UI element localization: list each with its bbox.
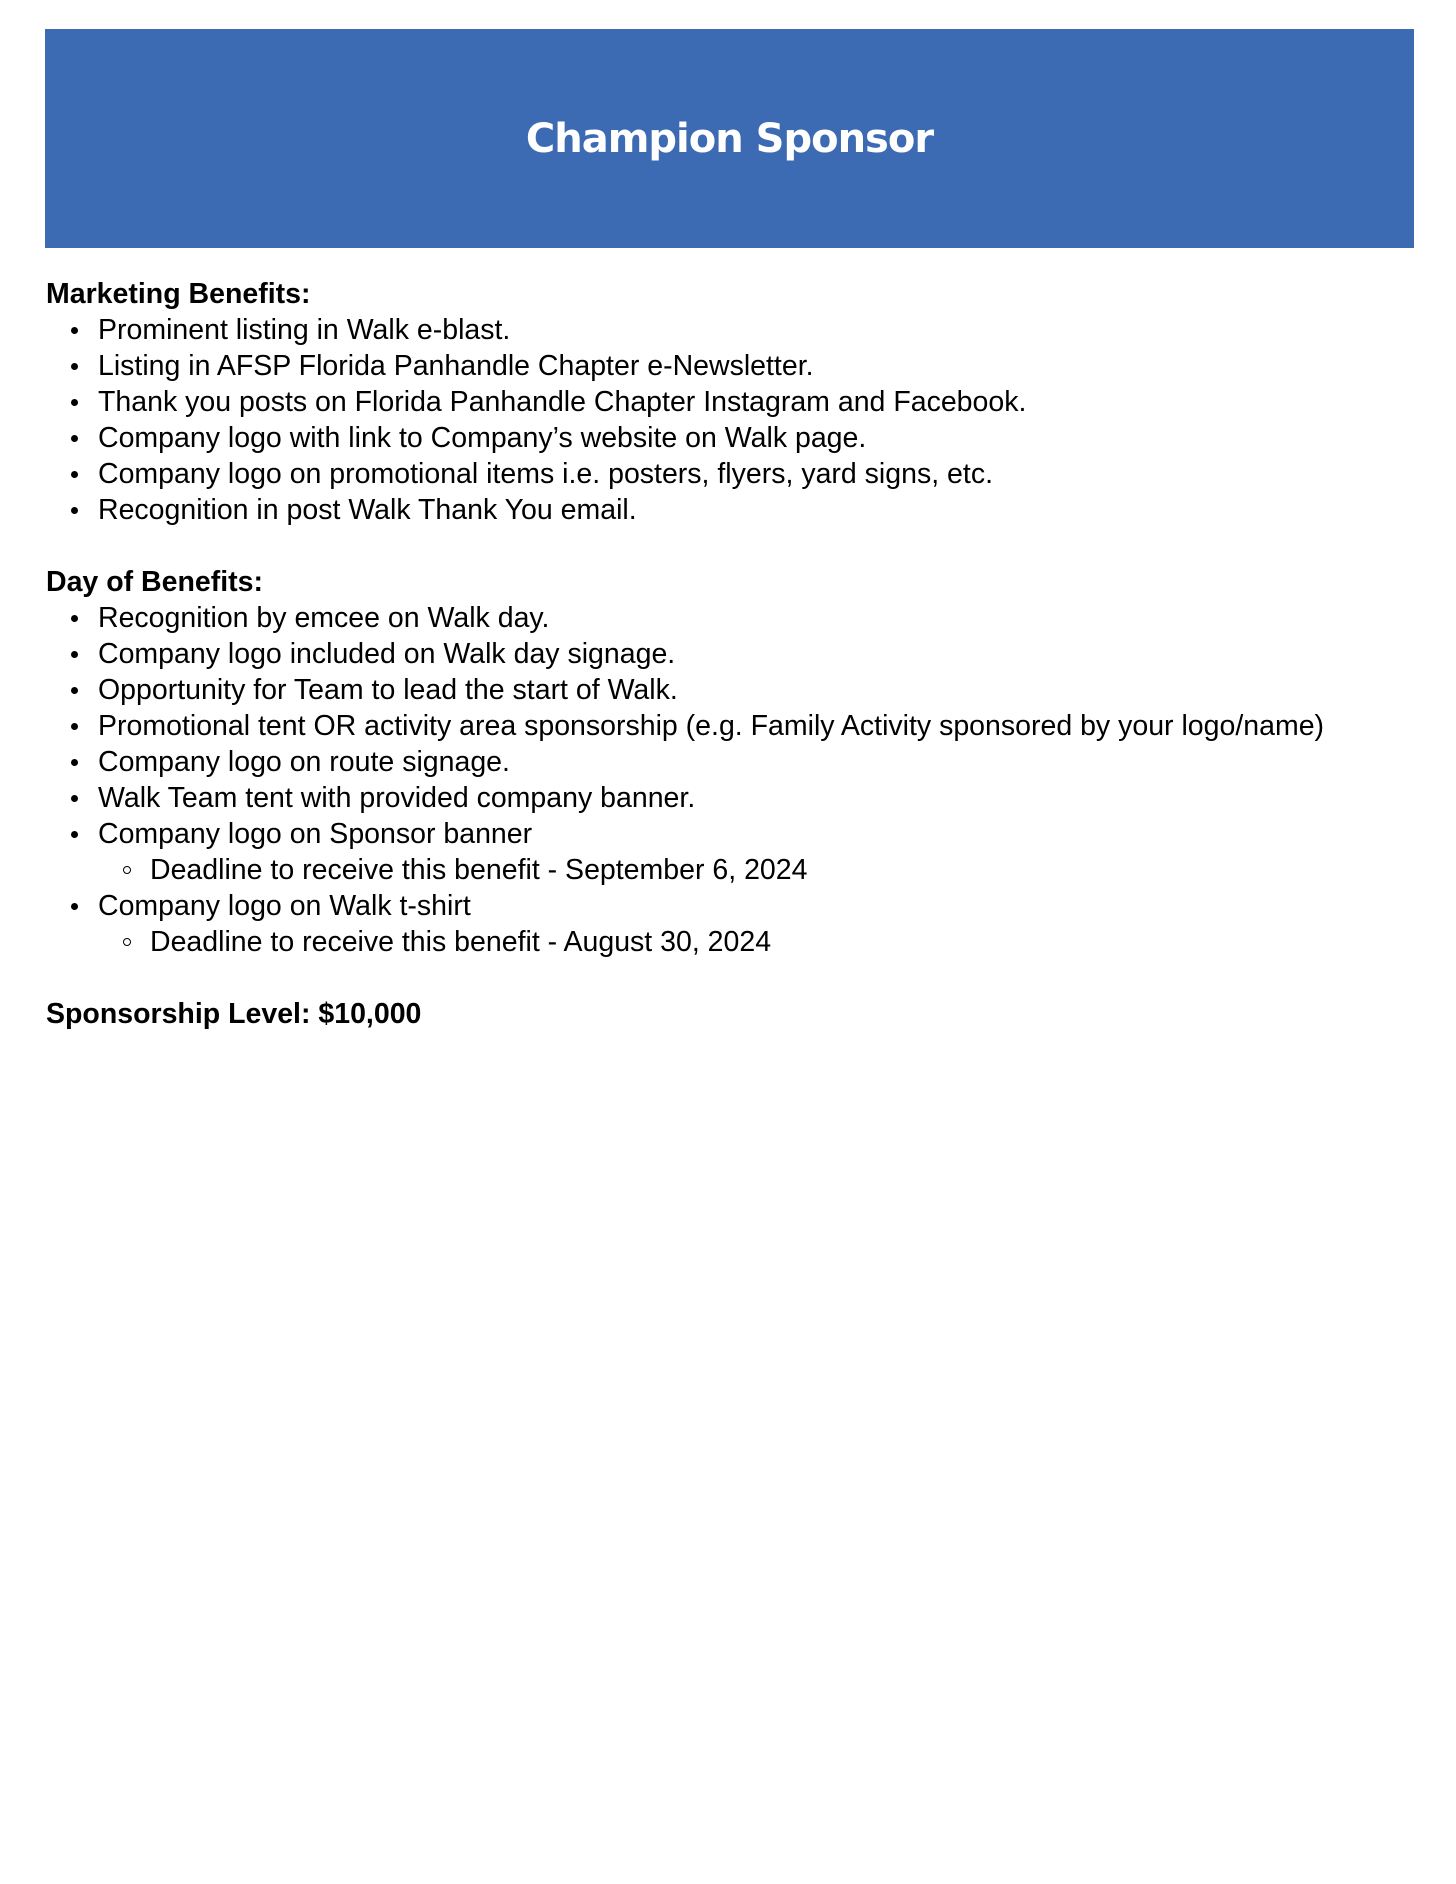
- list-item-text: Recognition in post Walk Thank You email.: [98, 494, 637, 526]
- bullet-icon: [71, 363, 78, 370]
- list-item-text: Promotional tent OR activity area sponsorship (e.g. Family Activity sponsored by your logo/name): [98, 710, 1325, 742]
- hollow-bullet-icon: [123, 938, 131, 946]
- list-item-text: Recognition by emcee on Walk day.: [98, 602, 550, 634]
- list-item: [46, 348, 1406, 384]
- bullet-icon: [71, 759, 78, 766]
- sub-list-item-text: Deadline to receive this benefit - August 30, 2024: [150, 926, 772, 958]
- list-item: [46, 384, 1406, 420]
- list-item: [46, 636, 1406, 672]
- list-item: [46, 492, 1406, 528]
- bullet-icon: [71, 435, 78, 442]
- list-item-text: Company logo on Sponsor banner: [98, 818, 533, 850]
- list-item: [46, 672, 1406, 708]
- list-item-text: Walk Team tent with provided company banner.: [98, 782, 696, 814]
- sub-list-item: [98, 852, 1406, 888]
- list-item: [46, 708, 1406, 744]
- page-title: Champion Sponsor: [525, 115, 934, 162]
- title-banner: [45, 29, 1414, 248]
- bullet-icon: [71, 831, 78, 838]
- sub-list: [98, 852, 1406, 888]
- benefits-content: [46, 276, 1406, 1032]
- hollow-bullet-icon: [123, 866, 131, 874]
- bullet-icon: [71, 903, 78, 910]
- bullet-icon: [71, 399, 78, 406]
- section-spacer: [46, 528, 1406, 564]
- list-item: [46, 816, 1406, 888]
- list-item-text: Company logo with link to Company’s website on Walk page.: [98, 422, 867, 454]
- list-item-text: Company logo on route signage.: [98, 746, 510, 778]
- list-item-text: Thank you posts on Florida Panhandle Chapter Instagram and Facebook.: [98, 386, 1027, 418]
- bullet-icon: [71, 327, 78, 334]
- marketing-benefits-list: [46, 312, 1406, 528]
- list-item: [46, 600, 1406, 636]
- list-item-text: Company logo included on Walk day signage.: [98, 638, 676, 670]
- day-of-benefits-heading: Day of Benefits:: [46, 566, 263, 598]
- bullet-icon: [71, 615, 78, 622]
- sponsorship-level: Sponsorship Level: $10,000: [46, 998, 422, 1030]
- bullet-icon: [71, 471, 78, 478]
- day-of-benefits-list: [46, 600, 1406, 960]
- marketing-benefits-heading: Marketing Benefits:: [46, 278, 311, 310]
- sub-list-item-text: Deadline to receive this benefit - September 6, 2024: [150, 854, 808, 886]
- list-item: [46, 744, 1406, 780]
- list-item-text: Prominent listing in Walk e-blast.: [98, 314, 511, 346]
- bullet-icon: [71, 723, 78, 730]
- list-item: [46, 312, 1406, 348]
- list-item: [46, 420, 1406, 456]
- list-item: [46, 780, 1406, 816]
- bullet-icon: [71, 795, 78, 802]
- sub-list-item: [98, 924, 1406, 960]
- list-item-text: Opportunity for Team to lead the start of Walk.: [98, 674, 678, 706]
- list-item-text: Listing in AFSP Florida Panhandle Chapter e-Newsletter.: [98, 350, 814, 382]
- section-spacer: [46, 960, 1406, 996]
- bullet-icon: [71, 507, 78, 514]
- sub-list: [98, 924, 1406, 960]
- bullet-icon: [71, 687, 78, 694]
- bullet-icon: [71, 651, 78, 658]
- list-item: [46, 888, 1406, 960]
- list-item-text: Company logo on Walk t-shirt: [98, 890, 471, 922]
- list-item: [46, 456, 1406, 492]
- list-item-text: Company logo on promotional items i.e. posters, flyers, yard signs, etc.: [98, 458, 993, 490]
